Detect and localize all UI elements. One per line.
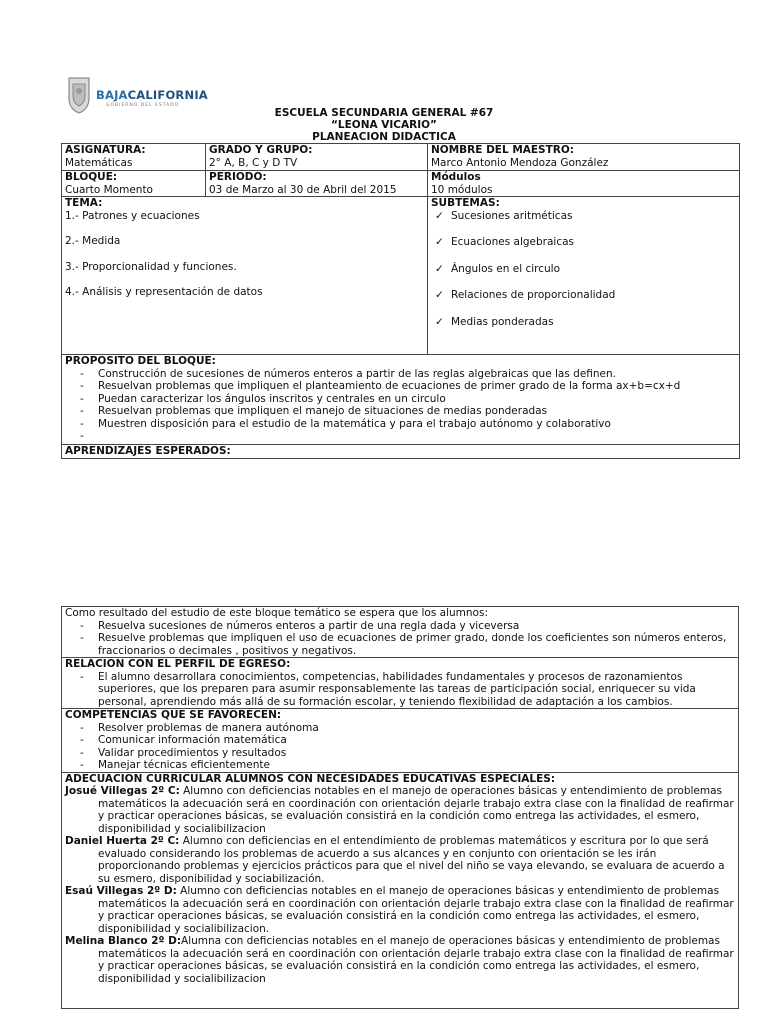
aprendizajes-label: APRENDIZAJES ESPERADOS: [65,445,231,457]
tema-item: 2.- Medida [65,235,121,247]
periodo-value: 03 de Marzo al 30 de Abril del 2015 [209,183,397,196]
subtema-item: ✓ Sucesiones aritméticas [451,210,736,223]
tema-cell [62,197,428,355]
student-name: Daniel Huerta 2º C: [65,835,180,847]
resultado-cell [62,607,739,658]
proposito-label: PROPOSITO DEL BLOQUE: [65,355,216,367]
student-name: Josué Villegas 2º C: [65,785,180,797]
modulos-value: 10 módulos [431,183,493,196]
proposito-item: - Muestren disposición para el estudio de la matemática y para el trabajo autónomo y colaborativo [98,418,736,431]
proposito-cell [62,355,740,445]
document-heading [0,107,768,143]
periodo-label: PERIODO: [209,171,267,183]
competencia-item: - Comunicar información matemática [98,734,735,747]
maestro-value: Marco Antonio Mendoza González [431,156,609,169]
grado-value: 2° A, B, C y D TV [209,156,298,169]
logo-subtitle: GOBIERNO DEL ESTADO [106,103,180,108]
competencia-item: - Resolver problemas de manera autónoma [98,722,735,735]
subtema-item: ✓ Medias ponderadas [451,316,736,329]
modulos-cell [428,171,740,197]
student-entry [65,935,735,985]
logo-brand-text: BAJACALIFORNIA [96,88,208,102]
school-name: ESCUELA SECUNDARIA GENERAL #67 [274,107,494,119]
perfil-label: RELACION CON EL PERFIL DE EGRESO: [65,658,291,670]
student-name: Esaú Villegas 2º D: [65,885,177,897]
bloque-value: Cuarto Momento [65,183,153,196]
asignatura-value: Matemáticas [65,156,133,169]
subtema-item: ✓ Ecuaciones algebraicas [451,236,736,249]
proposito-item: - Construcción de sucesiones de números enteros a partir de las reglas algebraicas que las definen. [98,368,736,381]
student-text: Alumna con deficiencias notables en el manejo de operaciones básicas y entendimiento de problemas matemáticos la adecuación será en coordinación con orientación dejarle trabajo extra clase con la finalidad de reafirmar y practicar operaciones básicas, se evaluación consistirá en la condición como entrega las actividades, el esmero, disponibilidad y socialibilizacion [98,935,734,985]
tema-item: 4.- Análisis y representación de datos [65,286,263,298]
document-title: PLANEACION DIDACTICA [312,131,456,143]
school-subtitle: “LEONA VICARIO” [331,119,437,131]
perfil-cell [62,658,739,709]
subtemas-cell [428,197,740,355]
proposito-item [98,430,736,443]
resultado-item: - Resuelva sucesiones de números enteros a partir de una regla dada y viceversa [98,620,735,633]
modulos-label: Módulos [431,171,481,183]
asignatura-cell [62,144,206,171]
student-text: Alumno con deficiencias notables en el manejo de operaciones básicas y entendimiento de problemas matemáticos la adecuación será en coordinación con orientación dejarle trabajo extra clase con la finalidad de reafirmar y practicar operaciones básicas, se evaluación consistirá en la condición como entrega las actividades, el esmero, disponibilidad y socialibilizacion [98,785,734,835]
perfil-item: - El alumno desarrollara conocimientos, competencias, habilidades fundamentales y procesos de razonamientos superiores, que los preparen para asumir responsablemente las tareas de participación social, enriquecer su vida personal, aprendiendo más allá de su formación escolar, y teniendo flexibilidad de adaptación a los cambios. [98,671,735,709]
subtema-item: ✓ Relaciones de proporcionalidad [451,289,736,302]
bloque-cell [62,171,206,197]
tema-item: 1.- Patrones y ecuaciones [65,209,200,222]
aprendizajes-cell [62,445,740,459]
competencias-cell [62,709,739,773]
student-text: Alumno con deficiencias notables en el manejo de operaciones básicas y entendimiento de problemas matemáticos la adecuación será en coordinación con orientación dejarle trabajo extra clase con la finalidad de reafirmar y practicar operaciones básicas, se evaluación consistirá en la condición como entrega las actividades, el esmero, disponibilidad y socialibilizacion. [98,885,734,935]
competencia-item: - Manejar técnicas eficientemente [98,759,735,772]
grado-cell [206,144,428,171]
student-entry [65,885,735,935]
maestro-label: NOMBRE DEL MAESTRO: [431,144,574,156]
maestro-cell [428,144,740,171]
resultado-intro: Como resultado del estudio de este bloque temático se espera que los alumnos: [65,607,488,619]
asignatura-label: ASIGNATURA: [65,144,146,156]
adecuacion-cell [62,772,739,1009]
proposito-item: - Resuelvan problemas que impliquen el planteamiento de ecuaciones de primer grado de la forma ax+b=cx+d [98,380,736,393]
resultado-item: - Resuelve problemas que impliquen el uso de ecuaciones de primer grado, donde los coeficientes son números enteros, fraccionarios o decimales , positivos y negativos. [98,632,735,657]
subtemas-label: SUBTEMAS: [431,197,500,209]
student-name: Melina Blanco 2º D: [65,935,182,947]
competencia-item: - Validar procedimientos y resultados [98,747,735,760]
student-text: Alumno con deficiencias en el entendimiento de problemas matemáticos y escritura por lo que será evaluado considerando los problemas de acuerdo a sus alcances y en conjunto con orientación se les irán proporcionando problemas y ejercicios prácticos para que el nivel del niño se vaya elevando, se evaluara de acuerdo a su esmero, disponibilidad y sociabilización. [98,835,725,885]
adecuacion-label: ADECUACION CURRICULAR ALUMNOS CON NECESIDADES EDUCATIVAS ESPECIALES: [65,772,556,785]
periodo-cell [206,171,428,197]
competencias-label: COMPETENCIAS QUE SE FAVORECEN: [65,709,282,721]
planeacion-table-bottom [61,606,739,1009]
tema-label: TEMA: [65,197,103,209]
subtema-item: ✓ Ángulos en el circulo [451,263,736,276]
tema-item: 3.- Proporcionalidad y funciones. [65,260,237,273]
proposito-item: - Resuelvan problemas que impliquen el manejo de situaciones de medias ponderadas [98,405,736,418]
student-entry [65,835,735,885]
grado-label: GRADO Y GRUPO: [209,144,313,156]
proposito-item: - Puedan caracterizar los ángulos inscritos y centrales en un circulo [98,393,736,406]
planeacion-table-top [61,143,740,459]
bloque-label: BLOQUE: [65,171,118,183]
student-entry [65,785,735,835]
